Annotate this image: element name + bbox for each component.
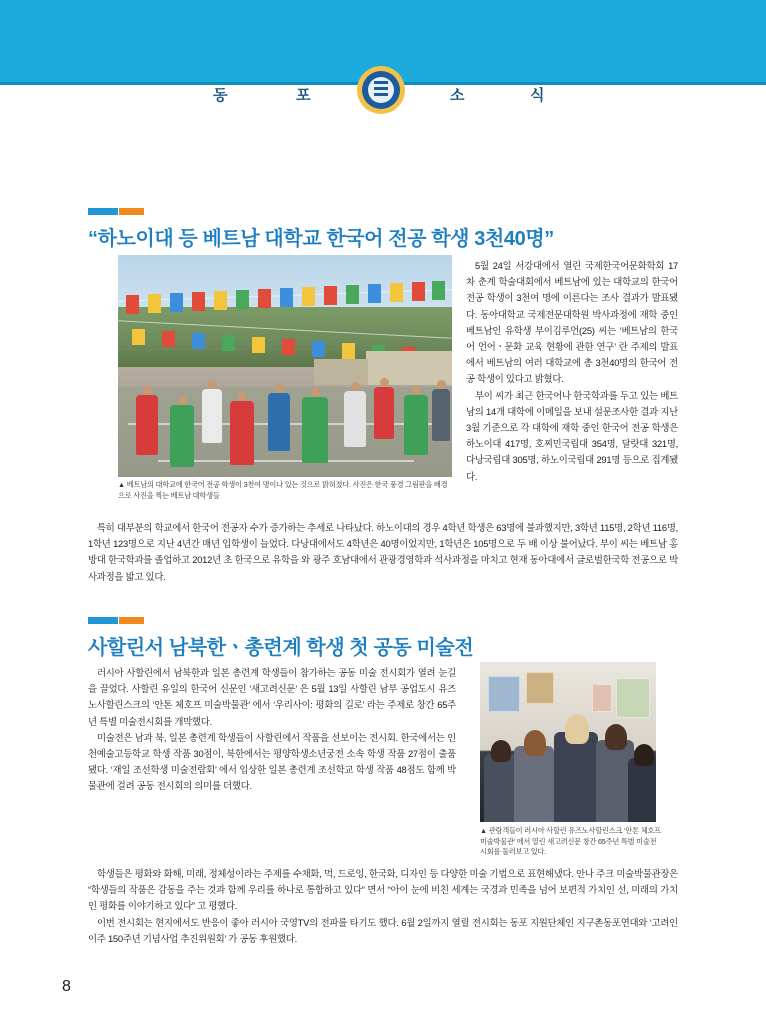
article-1-right-column xyxy=(466,258,678,485)
article-1-full-column xyxy=(88,520,678,585)
masthead-word-2: 포 xyxy=(296,87,312,104)
masthead-word-1: 동 xyxy=(213,87,229,104)
article-1-paragraph-2: 부이 씨가 최근 한국어나 한국학과를 두고 있는 베트남의 14개 대학에 이메일을 보내 설문조사한 결과 지난 3월 기준으로 각 대학에 재학 중인 한국어 전공 학생은 하노이대 417명, 호찌민국립대 354명, 달랏대 321명, 다낭국립대 305명, 하노이국립대 291명 등으로 집계됐다. xyxy=(466,389,678,482)
article-2-full-column xyxy=(88,866,678,947)
article-1-photo-caption: ▲ 베트남의 대학교에 한국어 전공 학생이 3천여 명이나 있는 것으로 밝혀졌다. 사진은 한국 풍경 그림판을 배경으로 사진을 찍는 베트남 대학생들 xyxy=(118,480,448,500)
article-1-photo xyxy=(118,255,452,477)
article-2-left-column xyxy=(88,665,456,795)
article-1-headline: “하노이대 등 베트남 대학교 한국어 전공 학생 3천40명” xyxy=(88,228,554,250)
article-1-paragraph-1: 5월 24일 서강대에서 열린 국제한국어문화학회 17차 춘계 학술대회에서 베트남에 있는 대학교의 한국어 전공 학생이 3천여 명에 이른다는 조사 결과가 발표됐다. 동아대학교 국제전문대학원 박사과정에 재학 중인 베트남인 유학생 부이김루언(25) 씨는 ‘베트남의 한국어 언어ㆍ문화 교육 현황에 관한 연구’ 란 주제의 발표에서 베트남의 여러 대학교에 총 3천40명의 한국어 전공 학생이 있다고 밝혔다. xyxy=(466,260,678,385)
article-2-paragraph-3: 학생들은 평화와 화해, 미래, 정체성이라는 주제를 수채화, 먹, 드로잉, 한국화, 디자인 등 다양한 미술 기법으로 표현해냈다. 안나 주크 미술박물관장은 “학생들의 작품은 감동을 주는 것과 함께 우리를 하나로 통합하고 있다” 면서 “아이 눈에 비친 세계는 국경과 민족을 넘어 보편적 가치인 선, 미래의 가치인 평화를 이야기하고 있다” 고 평했다. xyxy=(88,868,678,912)
article-2-photo-caption: ▲ 관람객들이 러시아 사할린 유즈노사할린스크 ‘안톤 체호프 미술박물관’ 에서 열린 새고려신문 창간 65주년 특별 미술전시회를 둘러보고 있다. xyxy=(480,826,661,856)
article-1-paragraph-3: 특히 대부분의 학교에서 한국어 전공자 수가 증가하는 추세로 나타났다. 하노이대의 경우 4학년 학생은 63명에 불과했지만, 3학년 115명, 2학년 116명, 1학년 123명으로 지난 4년간 매년 입학생이 늘었다. 다낭대에서도 4학년은 40명이었지만, 1학년은 105명으로 두 배 이상 불어났다. 부이 씨는 베트남 홍방대 한국학과를 졸업하고 2012년 초 한국으로 유학을 와 광주 호남대에서 관광경영학과 석사과정을 마치고 현재 동아대에서 글로벌한국학 전공으로 박사과정을 밟고 있다. xyxy=(88,522,678,582)
article-2-photo xyxy=(480,662,656,822)
article-2-headline: 사할린서 남북한ㆍ총련계 학생 첫 공동 미술전 xyxy=(88,637,474,659)
article-2-paragraph-4: 이번 전시회는 현지에서도 반응이 좋아 러시아 국영TV의 전파를 타기도 했다. 6월 2일까지 열릴 전시회는 동포 지원단체인 지구촌동포연대와 ‘고려인 이주 150주년 기념사업 추진위원회’ 가 공동 후원했다. xyxy=(88,916,678,944)
article-2-paragraph-2: 미술전은 남과 북, 일본 총련계 학생들이 사할린에서 작품을 선보이는 전시회. 한국에서는 인천예술고등학교 학생 작품 30점이, 북한에서는 평양학생소년궁전 소속 학생 작품 27점이 출품됐다. ‘재일 조선학생 미술전람회’ 에서 입상한 일본 총련계 조선학교 학생 작품 48점도 함께 박물관에 걸려 공동 전시회의 의미를 더했다. xyxy=(88,731,456,792)
article-2-tag-bar xyxy=(88,617,144,624)
article-1-tag-bar xyxy=(88,208,144,215)
page-number: 8 xyxy=(62,978,71,995)
masthead-word-3: 소 xyxy=(450,87,466,104)
masthead-word-4: 식 xyxy=(530,87,546,104)
organization-emblem-icon xyxy=(357,66,405,114)
publication-title-row xyxy=(0,84,766,120)
article-2-paragraph-1: 러시아 사할린에서 남북한과 일본 총련계 학생들이 참가하는 공동 미술 전시회가 열려 눈길을 끌었다. 사할린 유일의 한국어 신문인 ‘새고려신문’ 은 5월 13일 사할린 남부 공업도시 유즈노사할린스크의 ‘안톤 체호프 미술박물관’ 에서 ‘우리사이: 평화의 길로’ 라는 주제로 창간 65주년 특별 미술전시회를 개막했다. xyxy=(88,667,456,727)
